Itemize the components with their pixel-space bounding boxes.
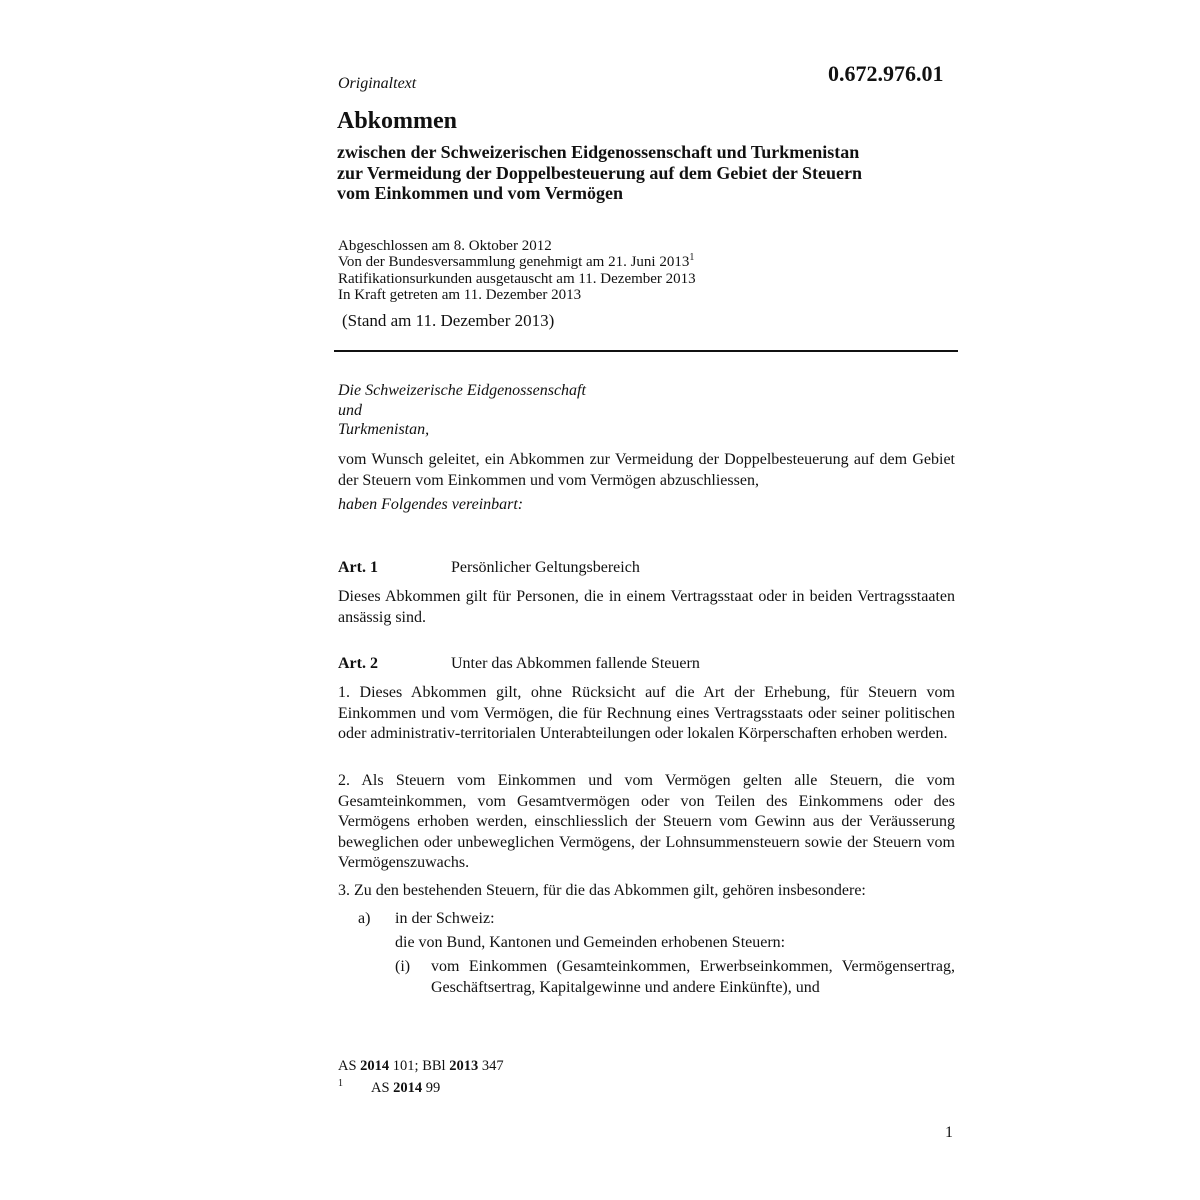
list-item-i-label: (i) (395, 958, 411, 975)
concluded-date: Abgeschlossen am 8. Oktober 2012 (338, 238, 552, 254)
article-2-heading (338, 655, 700, 673)
official-collection-reference (338, 1058, 504, 1075)
status-date: (Stand am 11. Dezember 2013) (342, 311, 555, 330)
originaltext-label: Originaltext (338, 75, 417, 92)
conjunction: und (338, 401, 362, 419)
footnote-ref[interactable]: 1 (689, 252, 695, 264)
page-number: 1 (945, 1124, 953, 1141)
fn-year: 2014 (393, 1080, 423, 1096)
article-1-heading (338, 559, 640, 577)
preamble-agreed: haben Folgendes vereinbart: (338, 496, 524, 513)
subtitle-line: zwischen der Schweizerischen Eidgenossenschaft und Turkmenistan (337, 142, 860, 162)
fn-year: 2014 (360, 1058, 390, 1074)
article-number: Art. 2 (338, 655, 378, 672)
treaty-dates (338, 238, 696, 303)
article-title: Unter das Abkommen fallende Steuern (451, 655, 700, 672)
article-2-paragraph-3: 3. Zu den bestehenden Steuern, für die das Abkommen gilt, gehören insbesondere: (338, 882, 866, 899)
fn-text: AS (338, 1058, 361, 1074)
list-item-i-text: vom Einkommen (Gesamteinkommen, Erwerbseinkommen, Vermögensertrag, Geschäftsertrag, Kapitalgewinne und andere Einkünfte), und (431, 958, 955, 996)
approved-text: Von der Bundesversammlung genehmigt am 21. Juni 2013 (338, 254, 690, 271)
party-turkmenistan: Turkmenistan, (338, 421, 430, 439)
subtitle-line: zur Vermeidung der Doppelbesteuerung auf dem Gebiet der Steuern (337, 162, 862, 183)
article-number: Art. 1 (338, 559, 378, 576)
footnote-mark: 1 (338, 1078, 343, 1089)
fn-text: 347 (478, 1058, 504, 1074)
list-item-a-text: in der Schweiz: (395, 910, 495, 927)
in-force-date: In Kraft getreten am 11. Dezember 2013 (338, 286, 582, 303)
ratification-date: Ratifikationsurkunden ausgetauscht am 11. Dezember 2013 (338, 270, 696, 287)
document-title: Abkommen (337, 108, 458, 134)
article-2-paragraph-1: 1. Dieses Abkommen gilt, ohne Rücksicht auf die Art der Erhebung, für Steuern vom Einkommen und vom Vermögen, die für Rechnung eines Vertragsstaats oder seiner politischen oder administrativ-territorialen Unterabteilungen oder lokalen Körperschaften erhoben werden. (338, 684, 955, 742)
fn-text: AS (371, 1080, 394, 1096)
preamble-wish: vom Wunsch geleitet, ein Abkommen zur Vermeidung der Doppelbesteuerung auf dem Gebiet der Steuern vom Einkommen und vom Vermögen abzuschliessen, (338, 451, 955, 489)
header-divider (334, 350, 958, 352)
article-1-text: Dieses Abkommen gilt für Personen, die in einem Vertragsstaat oder in beiden Vertragsstaaten ansässig sind. (338, 588, 955, 626)
list-item-a-label: a) (358, 910, 371, 927)
sr-number: 0.672.976.01 (828, 61, 944, 86)
party-switzerland: Die Schweizerische Eidgenossenschaft (338, 382, 586, 399)
fn-year: 2013 (449, 1058, 479, 1074)
article-title: Persönlicher Geltungsbereich (451, 559, 640, 576)
fn-text: 101; BBl (389, 1058, 450, 1074)
footnote-1 (338, 1078, 440, 1097)
approved-date (338, 254, 696, 270)
subtitle-line: vom Einkommen und vom Vermögen (337, 183, 624, 203)
preamble-parties (338, 381, 586, 440)
fn-text: 99 (422, 1080, 441, 1096)
article-2-paragraph-2: 2. Als Steuern vom Einkommen und vom Vermögen gelten alle Steuern, die vom Gesamteinkommen, vom Gesamtvermögen oder von Teilen des Einkommens oder des Vermögens erhoben werden, einschliesslich der Steuern vom Gewinn aus der Veräusserung beweglichen oder unbeweglichen Vermögens, der Lohnsummensteuern sowie der Steuern vom Vermögenszuwachs. (338, 772, 955, 871)
list-item-a-subtext: die von Bund, Kantonen und Gemeinden erhobenen Steuern: (395, 934, 786, 951)
document-subtitle (337, 142, 977, 204)
